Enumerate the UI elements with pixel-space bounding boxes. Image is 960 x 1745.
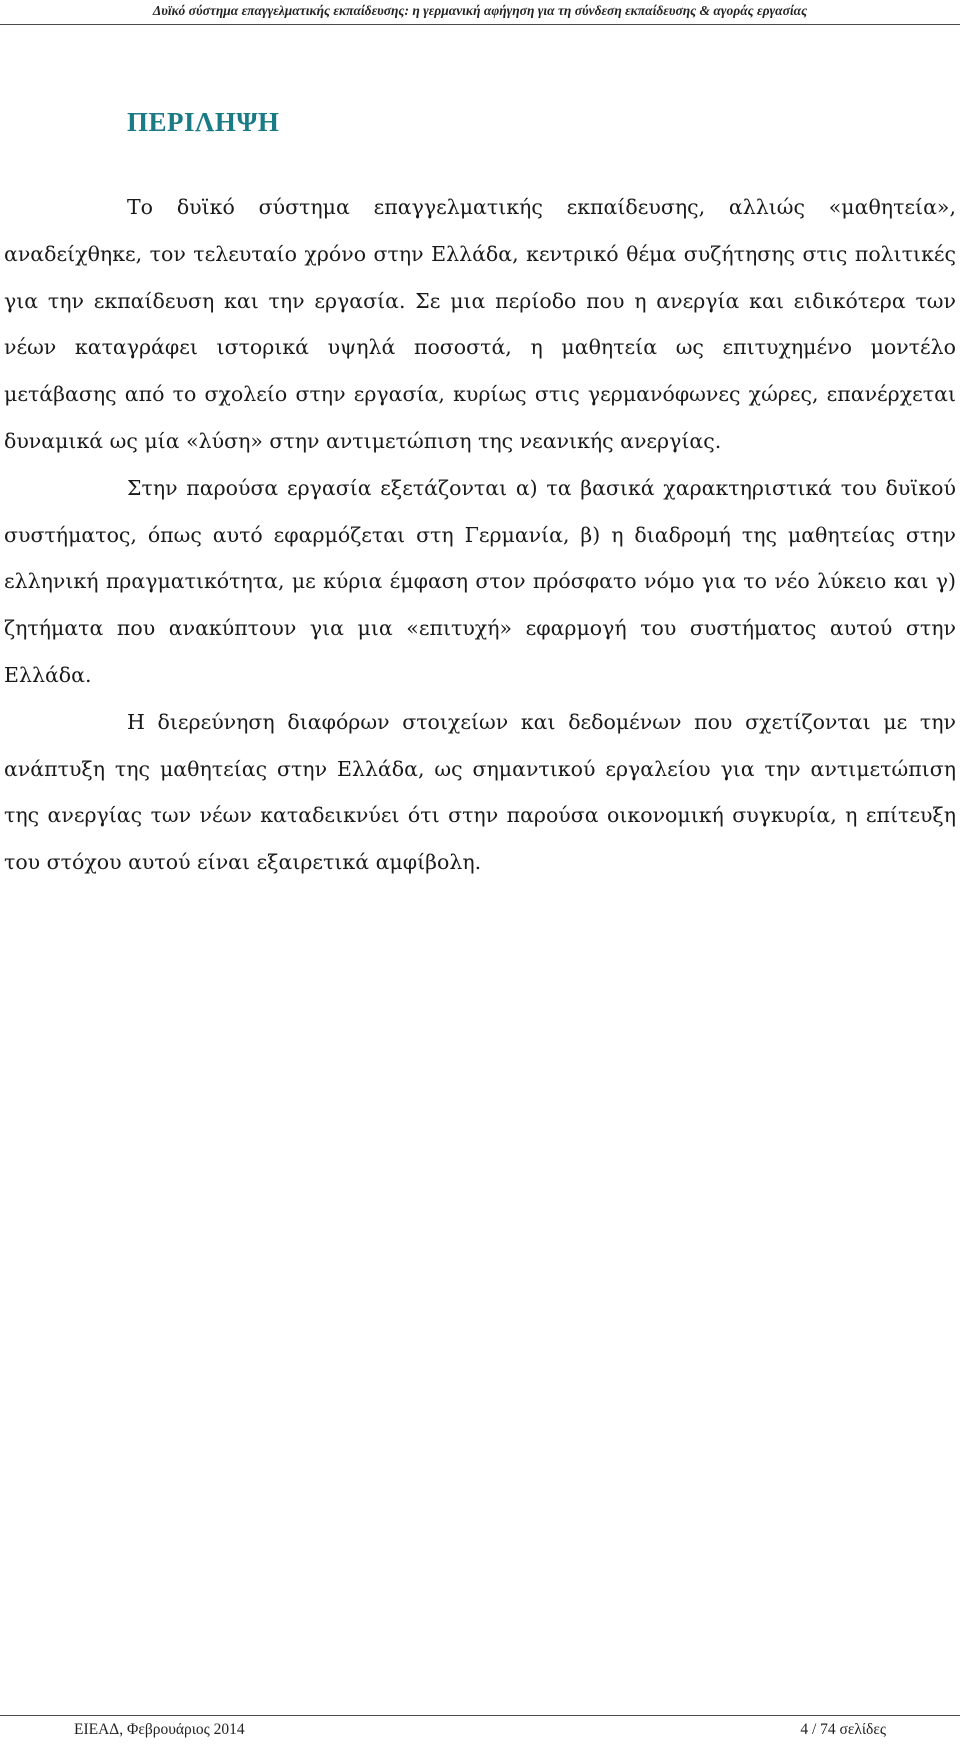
abstract-paragraph: Η διερεύνηση διαφόρων στοιχείων και δεδομένων που σχετίζονται με την ανάπτυξη της μαθητείας στην Ελλάδα, ως σημαντικού εργαλείου για την αντιμετώπιση της ανεργίας των νέων καταδεικνύει ότι στην παρούσα οικονομική συγκυρία, η επίτευξη του στόχου αυτού είναι εξαιρετικά αμφίβολη. [4, 709, 956, 875]
abstract-body [4, 184, 956, 886]
abstract-paragraph: Στην παρούσα εργασία εξετάζονται α) τα βασικά χαρακτηριστικά του δυϊκού συστήματος, όπως αυτό εφαρμόζεται στη Γερμανία, β) η διαδρομή της μαθητείας στην ελληνική πραγματικότητα, με κύρια έμφαση στον πρόσφατο νόμο για το νέο λύκειο και γ) ζητήματα που ανακύπτουν για μια «επιτυχή» εφαρμογή του συστήματος αυτού στην Ελλάδα. [4, 475, 956, 687]
abstract-paragraph: Το δυϊκό σύστημα επαγγελματικής εκπαίδευσης, αλλιώς «μαθητεία», αναδείχθηκε, τον τελευταίο χρόνο στην Ελλάδα, κεντρικό θέμα συζήτησης στις πολιτικές για την εκπαίδευση και την εργασία. Σε μια περίοδο που η ανεργία και ειδικότερα των νέων καταγράφει ιστορικά υψηλά ποσοστά, η μαθητεία ως επιτυχημένο μοντέλο μετάβασης από το σχολείο στην εργασία, κυρίως στις γερμανόφωνες χώρες, επανέρχεται δυναμικά ως μία «λύση» στην αντιμετώπιση της νεανικής ανεργίας. [4, 195, 956, 453]
running-footer [0, 1715, 960, 1745]
footer-publisher-date: ΕΙΕΑΔ, Φεβρουάριος 2014 [74, 1721, 245, 1738]
running-header: Δυϊκό σύστημα επαγγελματικής εκπαίδευσης: η γερμανική αφήγηση για τη σύνδεση εκπαίδευσης & αγοράς εργασίας [0, 0, 960, 25]
page-number: 4 / 74 σελίδες [800, 1721, 886, 1738]
section-heading: ΠΕΡΙΛΗΨΗ [127, 107, 280, 137]
